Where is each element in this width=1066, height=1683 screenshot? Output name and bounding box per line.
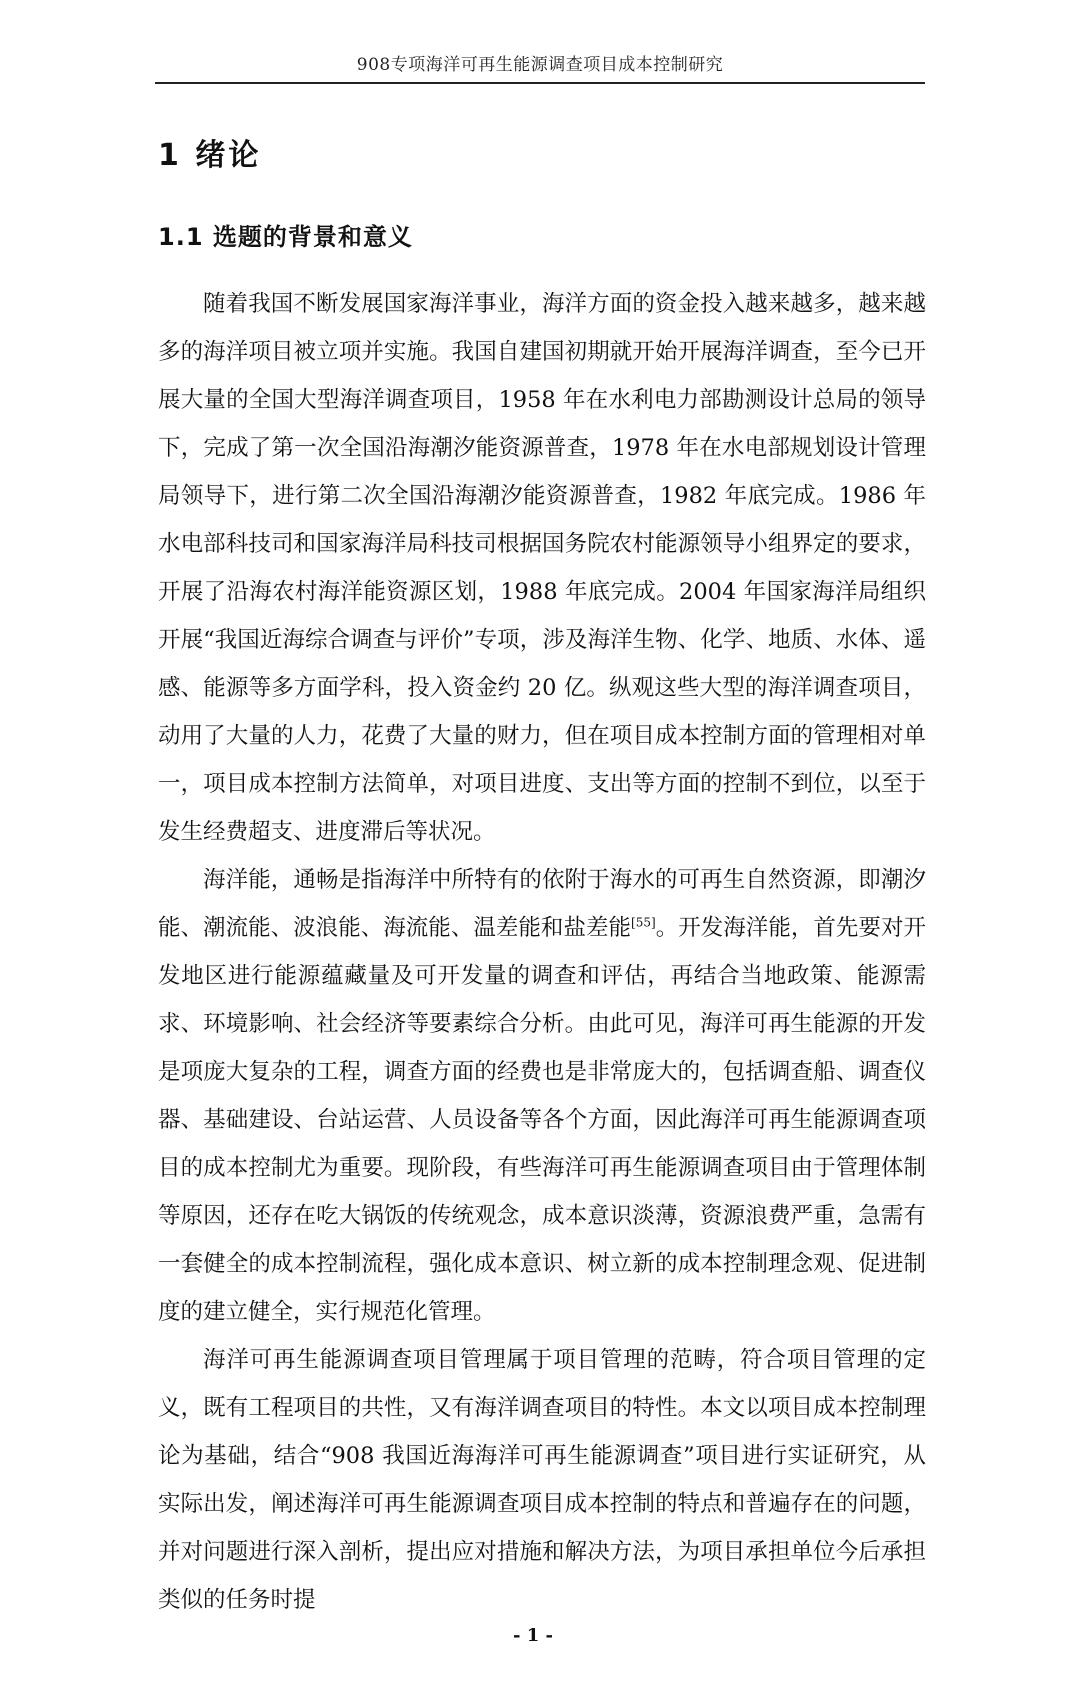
paragraph-1: 随着我国不断发展国家海洋事业，海洋方面的资金投入越来越多，越来越多的海洋项目被立项并实施。我国自建国初期就开始开展海洋调查，至今已开展大量的全国大型海洋调查项目，1958 年在水利电力部勘测设计总局的领导下，完成了第一次全国沿海潮汐能资源普查，1978 年在水电部规划设计管理局领导下，进行第二次全国沿海潮汐能资源普查，1982 年底完成。1986 年水电部科技司和国家海洋局科技司根据国务院农村能源领导小组界定的要求，开展了沿海农村海洋能资源区划，1988 年底完成。2004 年国家海洋局组织开展“我国近海综合调查与评价”专项，涉及海洋生物、化学、地质、水体、遥感、能源等多方面学科，投入资金约 20 亿。纵观这些大型的海洋调查项目，动用了大量的人力，花费了大量的财力，但在项目成本控制方面的管理相对单一，项目成本控制方法简单，对项目进度、支出等方面的控制不到位，以至于发生经费超支、进度滞后等状况。 xyxy=(158,291,926,845)
header-rule xyxy=(155,82,925,84)
paragraph-2-text-a: 海洋能，通畅是指海洋中所特有的依附于海水的可再生自然资源，即潮汐能、潮流能、波浪能、海流能、温差能和盐差能 xyxy=(158,867,926,941)
chapter-title: 1 绪论 xyxy=(158,138,262,173)
section-title: 1.1 选题的背景和意义 xyxy=(158,223,413,251)
paragraph-2 xyxy=(158,856,926,1336)
page-number: - 1 - xyxy=(513,1625,553,1646)
body-text xyxy=(158,280,926,1624)
running-header: 908专项海洋可再生能源调查项目成本控制研究 xyxy=(356,55,724,75)
paragraph-3: 海洋可再生能源调查项目管理属于项目管理的范畴，符合项目管理的定义，既有工程项目的共性，又有海洋调查项目的特性。本文以项目成本控制理论为基础，结合“908 我国近海海洋可再生能源调查”项目进行实证研究，从实际出发，阐述海洋可再生能源调查项目成本控制的特点和普遍存在的问题，并对问题进行深入剖析，提出应对措施和解决方法，为项目承担单位今后承担类似的任务时提 xyxy=(158,1347,926,1613)
citation-marker: [55] xyxy=(631,915,656,930)
paragraph-2-text-b: 。开发海洋能，首先要对开发地区进行能源蕴藏量及可开发量的调查和评估，再结合当地政策、能源需求、环境影响、社会经济等要素综合分析。由此可见，海洋可再生能源的开发是项庞大复杂的工程，调查方面的经费也是非常庞大的，包括调查船、调查仪器、基础建设、台站运营、人员设备等各个方面，因此海洋可再生能源调查项目的成本控制尤为重要。现阶段，有些海洋可再生能源调查项目由于管理体制等原因，还存在吃大锅饭的传统观念，成本意识淡薄，资源浪费严重，急需有一套健全的成本控制流程，强化成本意识、树立新的成本控制理念观、促进制度的建立健全，实行规范化管理。 xyxy=(158,915,926,1325)
